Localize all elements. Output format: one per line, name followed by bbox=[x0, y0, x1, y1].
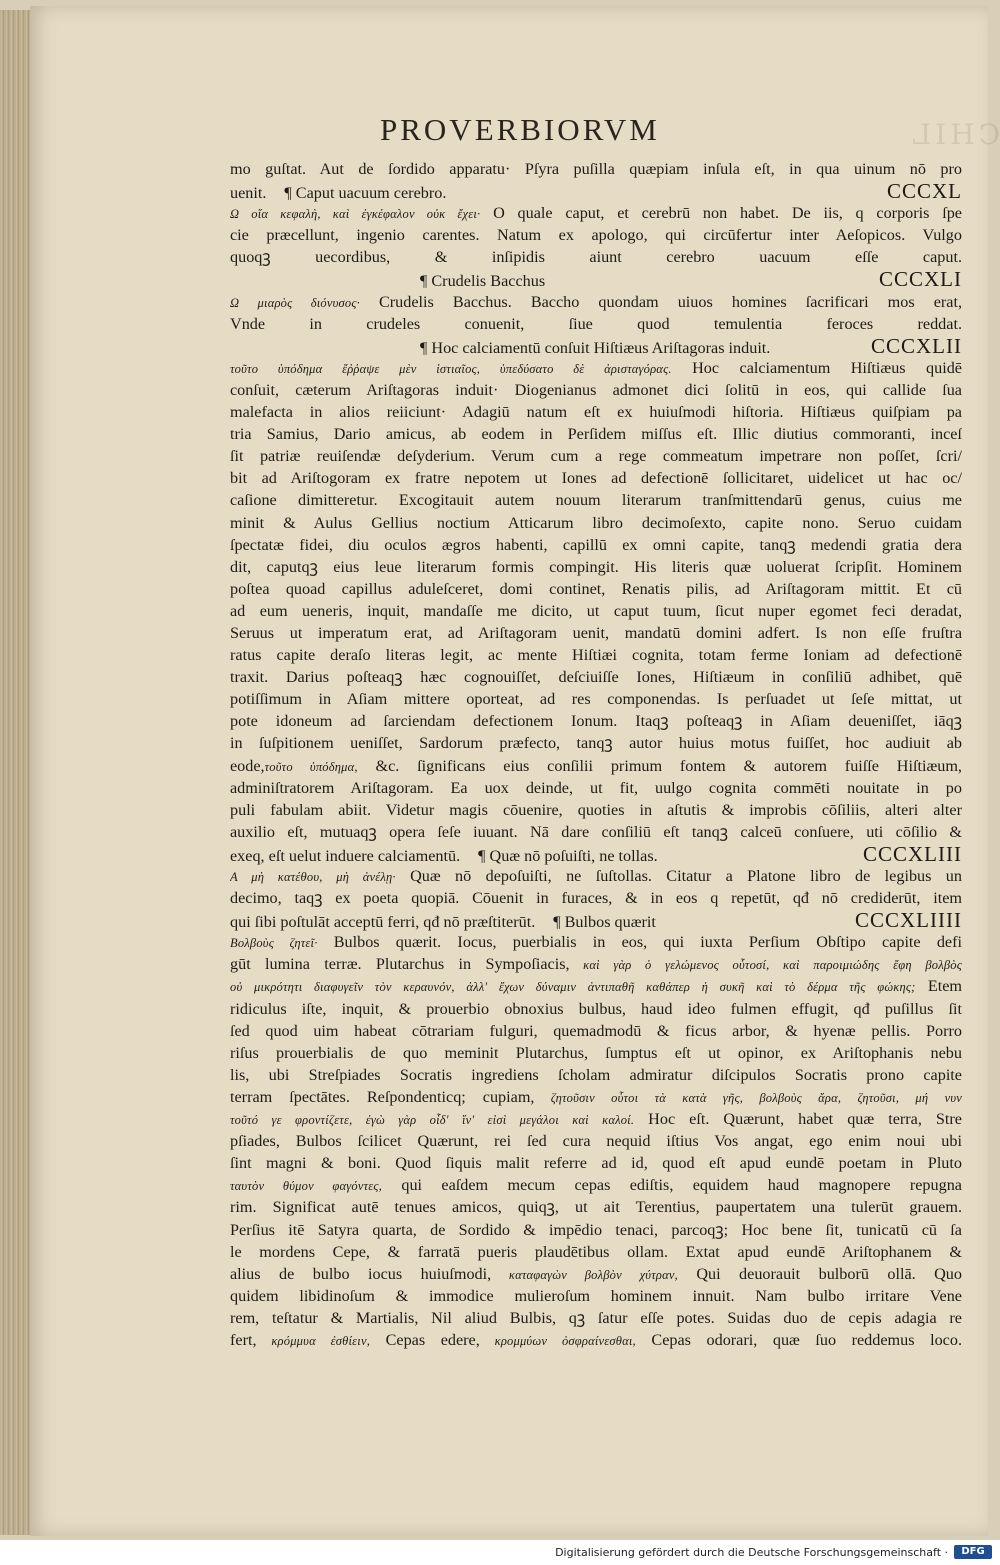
latin-text: tria Samius, Dario amicus, ab eodem in Perſidem miſſus eſt. Illic diutius commoranti, inceſ bbox=[230, 425, 962, 444]
text-line bbox=[230, 644, 962, 666]
latin-text: potiſſimum in Aſiam mittere oporteat, ad res componendas. Is perſuadet ut ſeſe mittat, ut bbox=[230, 690, 962, 709]
latin-text: lis, ubi Streſpiades Socratis ingrediens ſcholam admiratur diſcipulos Socratis prono capite bbox=[230, 1065, 962, 1084]
latin-text: ſed quod uim habeat cōtrariam fulguri, quemadmodū & ficus arbor, & hyenæ pellis. Porro bbox=[230, 1021, 962, 1040]
text-line bbox=[230, 246, 962, 268]
book-page-edges bbox=[0, 10, 34, 1535]
text-line bbox=[230, 1064, 962, 1086]
heading-title: ¶ Caput uacuum cerebro. bbox=[284, 184, 447, 203]
greek-quotation: τοῦτό γε φροντίζετε, ἐγὼ γὰρ οἶδ' ἵν' εἰσὶ μεγάλοι καὶ καλοί. bbox=[230, 1113, 635, 1128]
text-line bbox=[230, 622, 962, 644]
text-line bbox=[230, 1196, 962, 1218]
latin-text: auxilio eſt, mutuaqꝫ opera ſeſe iuuant. Nā dare conſiliū eſt tanqꝫ calceū conſuere, uti cōſilio & bbox=[230, 822, 962, 841]
latin-text: Bulbos quærit. Iocus, puerbialis in eos, qui iuxta Perſium Obſtipo capite defi bbox=[317, 933, 962, 952]
latin-text: Hoc eſt. Quærunt, habet quæ terra, Stre bbox=[634, 1110, 962, 1129]
latin-text: mo guſtat. Aut de ſordido apparatu· Pſyra puſilla quæpiam inſula eſt, in qua uinum nō pro bbox=[230, 160, 962, 178]
text-line bbox=[230, 467, 962, 489]
text-line bbox=[230, 1329, 962, 1351]
greek-quotation: Α μὴ κατέθου, μὴ ἀνέλῃ· bbox=[230, 870, 396, 884]
text-line bbox=[230, 291, 962, 313]
text-line bbox=[230, 887, 962, 909]
latin-text: Seruus ut imperatum erat, ad Ariſtagoram uenit, mandatū domini adfert. Is non eſſe fruſtra bbox=[230, 623, 962, 642]
chapter-heading-line bbox=[230, 335, 962, 357]
text-line bbox=[230, 1152, 962, 1174]
text-line bbox=[230, 489, 962, 511]
latin-text: fert, bbox=[230, 1330, 257, 1349]
text-line bbox=[230, 1130, 962, 1152]
greek-quotation: καὶ γὰρ ὁ γελώμενος οὗτοσί, καὶ παροιμιώδης ἔφη βολβὸς bbox=[569, 958, 962, 973]
latin-text: adminiſtratorem Ariſtagoram. Ea uox deinde, ut fit, uulgo cognita commēti nouitate in po bbox=[230, 778, 962, 797]
latin-text: poſtea quoad capillus aduleſceret, domi continet, Renatis pilis, ad Ariſtagoram mittit. Et cū bbox=[230, 579, 962, 598]
text-line bbox=[230, 1285, 962, 1307]
greek-quotation: οὐ μικρότητι διαφυγεῖν τὸν κεραυνόν, ἀλλ' ἔχων δύναμιν ἀντιπαθῆ καθάπερ ἡ συκῆ καὶ τὸ δέρμα τῆς φώκης; bbox=[230, 980, 916, 995]
text-line bbox=[230, 777, 962, 799]
greek-quotation: τοῦτο ὑπόδημα, bbox=[264, 759, 358, 774]
latin-text: pſiades, Bulbos ſcilicet Quærunt, rei ſed cura nequid iſtius Vos angat, ego enim noui ubi bbox=[230, 1132, 962, 1151]
latin-text: puli fabulam abiit. Videtur magis cōuenire, quoties in aſtutis & improbis cōſiliis, alteri alter bbox=[230, 800, 962, 819]
text-line bbox=[230, 666, 962, 688]
heading-numeral: CCCXL bbox=[886, 179, 962, 204]
latin-text: Quæ nō depoſuiſti, ne ſuſtollas. Citatur a Platone libro de legibus un bbox=[395, 867, 962, 885]
heading-title: ¶ Crudelis Bacchus bbox=[420, 272, 546, 291]
text-line bbox=[230, 821, 962, 843]
latin-text: qui eaſdem mecum cepas ediſtis, equidem haud magnopere repugna bbox=[382, 1176, 962, 1195]
text-line bbox=[230, 1241, 962, 1263]
latin-text: Crudelis Bacchus. Baccho quondam uiuos homines ſacrificari mos erat, bbox=[359, 292, 962, 311]
heading-lead-text: uenit. bbox=[230, 184, 267, 203]
latin-text: pote idoneum ad ſarciendam defectionem Ionum. Itaqꝫ poſteaqꝫ in Aſiam deueniſſet, iāqꝫ bbox=[230, 712, 962, 731]
text-line bbox=[230, 600, 962, 622]
latin-text: Qui deuorauit bulborū ollā. Quo bbox=[677, 1264, 962, 1283]
text-line bbox=[230, 755, 962, 777]
latin-text: Cepas odorari, quæ ſuo reddemus loco. bbox=[635, 1330, 962, 1349]
chapter-heading-line bbox=[230, 180, 962, 202]
greek-quotation: ταυτὸν θύμον φαγόντες, bbox=[230, 1179, 383, 1194]
latin-text: Cepas edere, bbox=[370, 1330, 480, 1349]
greek-quotation: Ω μιαρὸς διόνυσος· bbox=[230, 295, 360, 310]
text-line bbox=[230, 202, 962, 224]
latin-text: ſit patriæ reuiſendæ deſyderium. Verum cum a rege commeatum impetrare non poſſet, ſcri/ bbox=[230, 447, 962, 466]
latin-text: ad eum ueneris, inquit, mandaſſe me dicito, ut caput tuum, ſicut nuper egomet feci deradat, bbox=[230, 601, 962, 620]
text-line bbox=[230, 556, 962, 578]
text-line bbox=[230, 799, 962, 821]
text-line bbox=[230, 1042, 962, 1064]
text-line bbox=[230, 953, 962, 975]
heading-title: ¶ Quæ nō poſuiſti, ne tollas. bbox=[478, 846, 658, 865]
text-line bbox=[230, 710, 962, 732]
latin-text: alius de bulbo iocus huiuſmodi, bbox=[230, 1264, 492, 1283]
latin-text: decimo, taqꝫ ex poeta quopiā. Cōuenit in furaces, & in eos q repetūt, qđ nō crediderūt, item bbox=[230, 889, 962, 908]
text-line bbox=[230, 224, 962, 246]
latin-text: ſint magni & boni. Quod ſiquis malit referre ad id, quod eſt apud eundē poetam in Pluto bbox=[230, 1154, 962, 1173]
latin-text: &c. ſignificans eius conſilii primum fontem & autorem fuiſſe Hiſtiæum, bbox=[357, 756, 962, 775]
latin-text: in ſuſpitionem ueniſſet, Sardorum præfecto, tanqꝫ autor huius motus fuiſſet, hoc audiuit ab bbox=[230, 734, 962, 753]
latin-text: O quale caput, et cerebrū non habet. De iis, q corporis ſpe bbox=[480, 204, 962, 223]
latin-text: caſione dimitteretur. Excogitauit autem nouum literarum tranſmittendarū genus, cuius me bbox=[230, 491, 962, 510]
text-line bbox=[230, 401, 962, 423]
latin-text: Hoc calciamentum Hiſtiæus quidē bbox=[671, 358, 962, 377]
latin-text: gūt lumina terræ. Plutarchus in Sympoſiacis, bbox=[230, 955, 570, 974]
latin-text: ridiculus iſte, inquit, & prouerbio obnoxius bulbus, haud ideo fulmen effugit, qđ puſillus ſit bbox=[230, 999, 962, 1018]
text-line bbox=[230, 865, 962, 887]
heading-title: ¶ Bulbos quærit bbox=[553, 913, 656, 932]
greek-quotation: ζητοῦσιν οὗτοι τὰ κατὰ γῆς, βολβοὺς ἄρα, ζητοῦσι, μή νυν bbox=[534, 1090, 962, 1105]
latin-text: dit, caputqꝫ eius leue literarum formis compingit. His literis quæ uoluerat ſcripſit. Hominem bbox=[230, 557, 962, 576]
greek-quotation: τοῦτο ὑπόδημα ἔῤῥαψε μὲν ἱστιαῖος, ὑπεδύσατο δὲ ἀρισταγόρας. bbox=[230, 361, 672, 376]
greek-quotation: κρομμύων ὀσφραίνεσθαι, bbox=[479, 1333, 636, 1348]
text-line bbox=[230, 158, 962, 180]
text-line bbox=[230, 313, 962, 335]
text-line bbox=[230, 998, 962, 1020]
running-head: PROVERBIORVM bbox=[380, 112, 660, 147]
text-line bbox=[230, 1263, 962, 1285]
text-line bbox=[230, 512, 962, 534]
text-line bbox=[230, 357, 962, 379]
latin-text: Perſius itē Satyra quarta, de Sordido & impēdio tenaci, parcoqꝫ; Hoc bene ſit, tunicatū cū ſa bbox=[230, 1220, 962, 1239]
latin-text: minit & Aulus Gellius noctium Atticarum libro decimoſexto, capite nono. Seruo cuidam bbox=[230, 513, 962, 532]
text-line bbox=[230, 578, 962, 600]
greek-quotation: Βολβοὺς ζητεῖ· bbox=[230, 936, 318, 951]
greek-quotation: κρόμμυα ἐσθίειν, bbox=[256, 1333, 371, 1348]
text-line bbox=[230, 1020, 962, 1042]
chapter-heading-line bbox=[230, 268, 962, 290]
latin-text: riſus prouerbialis de quo meminit Plutarchus, ſumptus eſt ut opinor, ex Ariſtophanis nebu bbox=[230, 1043, 962, 1062]
greek-quotation: καταφαγὼν βολβὸν χύτραν, bbox=[491, 1267, 678, 1282]
latin-text: quidem libidinoſum & immodice mulieroſum hominem innuit. Nam bulbo irritare Vene bbox=[230, 1286, 962, 1305]
greek-quotation: Ω οἵα κεφαλὴ, καὶ ἐγκέφαλον οὐκ ἔχει· bbox=[230, 207, 481, 222]
latin-text: traxit. Darius poſteaqꝫ hæc cognouiſſet, deſciuiſſe Iones, Hiſtiæum in conſiliū adhibet, quē bbox=[230, 668, 962, 687]
latin-text: malefacta in alios reiiciunt· Adagiū natum eſt ex huiuſmodi hiſtoria. Hiſtiæus quiſpiam pa bbox=[230, 403, 962, 422]
text-line bbox=[230, 732, 962, 754]
latin-text: Etem bbox=[915, 977, 962, 996]
chapter-heading-line bbox=[230, 909, 962, 931]
text-line bbox=[230, 534, 962, 556]
heading-numeral: CCCXLIII bbox=[863, 841, 962, 866]
text-line bbox=[230, 688, 962, 710]
latin-text: rem, teſtatur & Martialis, Nil aliud Bulbis, qꝫ ſatur eſſe potes. Suidas duo de cepis adagia re bbox=[230, 1308, 962, 1327]
latin-text: bit ad Ariſtogoram ex fratre nepotem ut Iones ad defectionē ſollicitaret, uidelicet ut hac oc/ bbox=[230, 469, 962, 488]
text-line bbox=[230, 1108, 962, 1130]
heading-title: ¶ Hoc calciamentū conſuit Hiſtiæus Ariſtagoras induit. bbox=[420, 338, 771, 357]
text-line bbox=[230, 975, 962, 997]
latin-text: terram ſpectātes. Reſpondenticq; cupiam, bbox=[230, 1087, 535, 1106]
text-line bbox=[230, 1219, 962, 1241]
latin-text: conſuit, cæterum Ariſtagoras induit· Diogenianus admonet dici ſolitū in eos, qui callide ſua bbox=[230, 380, 962, 399]
latin-text: le mordens Cepe, & farratā pueris plaudētibus ollam. Extat apud eundē Ariſtophanem & bbox=[230, 1242, 962, 1261]
latin-text: eode, bbox=[230, 756, 265, 775]
latin-text: Vnde in crudeles conuenit, ſiue quod temulentia feroces reddat. bbox=[230, 314, 962, 333]
text-line bbox=[230, 1086, 962, 1108]
latin-text: quoqꝫ uecordibus, & inſipidis aiunt cerebro uacuum eſſe caput. bbox=[230, 248, 962, 267]
latin-text: cie præcellunt, ingenio carentes. Natum ex apologo, qui circūfertur inter Aeſopicos. Vulgo bbox=[230, 226, 962, 245]
chapter-heading-line bbox=[230, 843, 962, 865]
latin-text: rim. Significat autē tenues amicos, quiqꝫ, ut ait Terentius, paupertatem una tulerūt grauem. bbox=[230, 1198, 962, 1217]
heading-numeral: CCCXLII bbox=[871, 333, 962, 358]
footer-credit: Digitalisierung gefördert durch die Deutsche Forschungsgemeinschaft · bbox=[555, 1546, 948, 1559]
text-line bbox=[230, 379, 962, 401]
footer-bar bbox=[0, 1540, 1000, 1565]
heading-numeral: CCCXLI bbox=[878, 267, 962, 292]
text-line bbox=[230, 931, 962, 953]
dfg-logo: DFG bbox=[954, 1545, 992, 1559]
text-line bbox=[230, 445, 962, 467]
text-line bbox=[230, 423, 962, 445]
latin-text: ſpectatæ fidei, diu oculos ægros habenti, capillū ex omni capite, tanqꝫ medendi gratia dera bbox=[230, 535, 962, 554]
text-line bbox=[230, 1307, 962, 1329]
text-block bbox=[230, 158, 962, 1349]
heading-numeral: CCCXLIIII bbox=[855, 908, 962, 933]
latin-text: ratus capite deraſo literas legit, ac mente Hiſtiæi cognita, totam ferme Ioniam ad defectionē bbox=[230, 646, 962, 665]
heading-lead-text: exeq, eſt uelut induere calciamentū. bbox=[230, 846, 461, 865]
show-through-running-head: CHIL bbox=[908, 118, 1000, 151]
heading-lead-text: qui ſibi poſtulāt acceptū ferri, qđ nō præſtiterūt. bbox=[230, 913, 536, 932]
text-line bbox=[230, 1174, 962, 1196]
